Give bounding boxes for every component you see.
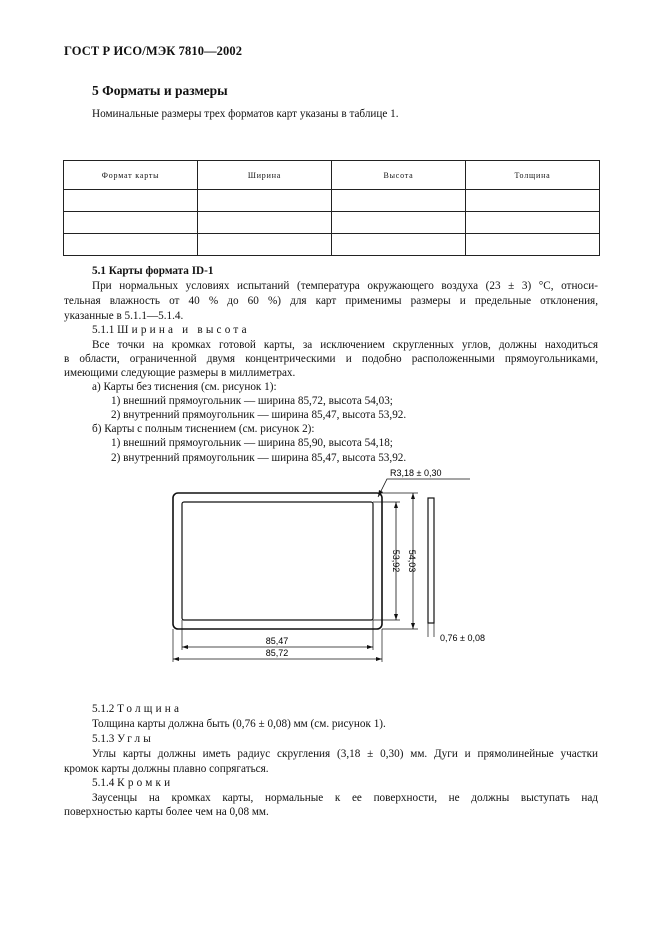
paragraph-line: Заусенцы на кромках карты, нормальные к ее поверхности, не должны выступать над — [92, 792, 598, 804]
table-row — [64, 234, 600, 256]
table-cell — [466, 190, 600, 212]
outer-width-label: 85,72 — [265, 648, 289, 658]
paragraph-line: указанные в 5.1.1—5.1.4. — [64, 310, 184, 322]
table-cell — [332, 234, 466, 256]
list-item: а) Карты без тиснения (см. рисунок 1): — [92, 381, 277, 393]
subsection-5-1-title: 5.1 Карты формата ID-1 — [92, 265, 214, 277]
list-item: 2) внутренний прямоугольник — ширина 85,47, высота 53,92. — [111, 409, 407, 421]
list-item: 2) внутренний прямоугольник — ширина 85,47, высота 53,92. — [111, 452, 407, 464]
subsection-title: Углы — [117, 733, 155, 745]
arrowhead — [394, 502, 398, 508]
list-item: 1) внешний прямоугольник — ширина 85,72, высота 54,03; — [111, 395, 393, 407]
arrowhead — [376, 657, 382, 661]
table-cell — [64, 234, 198, 256]
inner-height-label: 53,92 — [391, 549, 401, 573]
table-cell — [198, 212, 332, 234]
outer-height-label: 54,03 — [407, 549, 417, 573]
table-row — [64, 190, 600, 212]
radius-label: R3,18 ± 0,30 — [390, 468, 442, 478]
document-header: ГОСТ Р ИСО/МЭК 7810—2002 — [64, 44, 243, 58]
subsection-5-1-2-heading — [92, 702, 182, 717]
subsection-number: 5.1.4 — [92, 777, 115, 789]
paragraph-line: поверхностью карты более чем на 0,08 мм. — [64, 806, 269, 818]
arrowhead — [411, 623, 415, 629]
paragraph-line: Углы карты должны иметь радиус скругления (3,18 ± 0,30) мм. Дуги и прямолинейные участки — [92, 748, 598, 760]
card-dimensions-figure — [150, 465, 500, 665]
thickness-label: 0,76 ± 0,08 — [440, 633, 485, 643]
table-cell — [198, 234, 332, 256]
paragraph-line: имеющими следующие размеры в миллиметрах. — [64, 367, 296, 379]
table-cell — [198, 190, 332, 212]
arrowhead — [411, 493, 415, 499]
arrowhead — [173, 657, 179, 661]
section-intro: Номинальные размеры трех форматов карт указаны в таблице 1. — [92, 108, 399, 120]
table-cell — [332, 190, 466, 212]
table-header-cell: Ширина — [198, 161, 332, 190]
inner-rectangle — [182, 502, 373, 620]
paragraph-line: в области, ограниченной двумя концентрическими и подобно расположенными прямоугольниками, — [64, 353, 598, 365]
paragraph-line: кромок карты должны плавно сопрягаться. — [64, 763, 269, 775]
paragraph-line: При нормальных условиях испытаний (температура окружающего воздуха (23 ± 3) °С, относи- — [92, 280, 598, 292]
list-item: б) Карты с полным тиснением (см. рисунок 2): — [92, 423, 315, 435]
table-cell — [332, 212, 466, 234]
paragraph-line: Толщина карты должна быть (0,76 ± 0,08) мм (см. рисунок 1). — [92, 718, 386, 730]
list-item: 1) внешний прямоугольник — ширина 85,90, высота 54,18; — [111, 437, 393, 449]
subsection-title: Кромки — [117, 777, 174, 789]
table-cell — [64, 212, 198, 234]
subsection-5-1-4-heading — [92, 776, 173, 791]
arrowhead — [182, 645, 188, 649]
table-header-cell: Толщина — [466, 161, 600, 190]
subsection-number: 5.1.2 — [92, 703, 115, 715]
subsection-5-1-1-heading — [92, 323, 250, 338]
arrowhead — [367, 645, 373, 649]
paragraph-line: тельная влажность от 40 % до 60 %) для карт применимы размеры и предельные отклонения, — [64, 295, 598, 307]
table-header-row — [64, 161, 600, 190]
subsection-number: 5.1.1 — [92, 324, 115, 336]
table-cell — [64, 190, 198, 212]
table-cell — [466, 212, 600, 234]
outer-rectangle — [173, 493, 382, 629]
table-header-cell: Формат карты — [64, 161, 198, 190]
subsection-title: Ширина и высота — [117, 324, 250, 336]
table-cell — [466, 234, 600, 256]
formats-table — [63, 160, 600, 256]
section-title: 5 Форматы и размеры — [92, 83, 228, 98]
paragraph-line: Все точки на кромках готовой карты, за исключением скругленных углов, должны находиться — [92, 339, 598, 351]
arrowhead — [394, 614, 398, 620]
subsection-title: Толщина — [117, 703, 183, 715]
table-row — [64, 212, 600, 234]
table-header-cell: Высота — [332, 161, 466, 190]
card-side-view — [428, 498, 434, 623]
subsection-number: 5.1.3 — [92, 733, 115, 745]
inner-width-label: 85,47 — [265, 636, 289, 646]
radius-leader-line — [378, 479, 470, 497]
subsection-5-1-3-heading — [92, 732, 154, 747]
